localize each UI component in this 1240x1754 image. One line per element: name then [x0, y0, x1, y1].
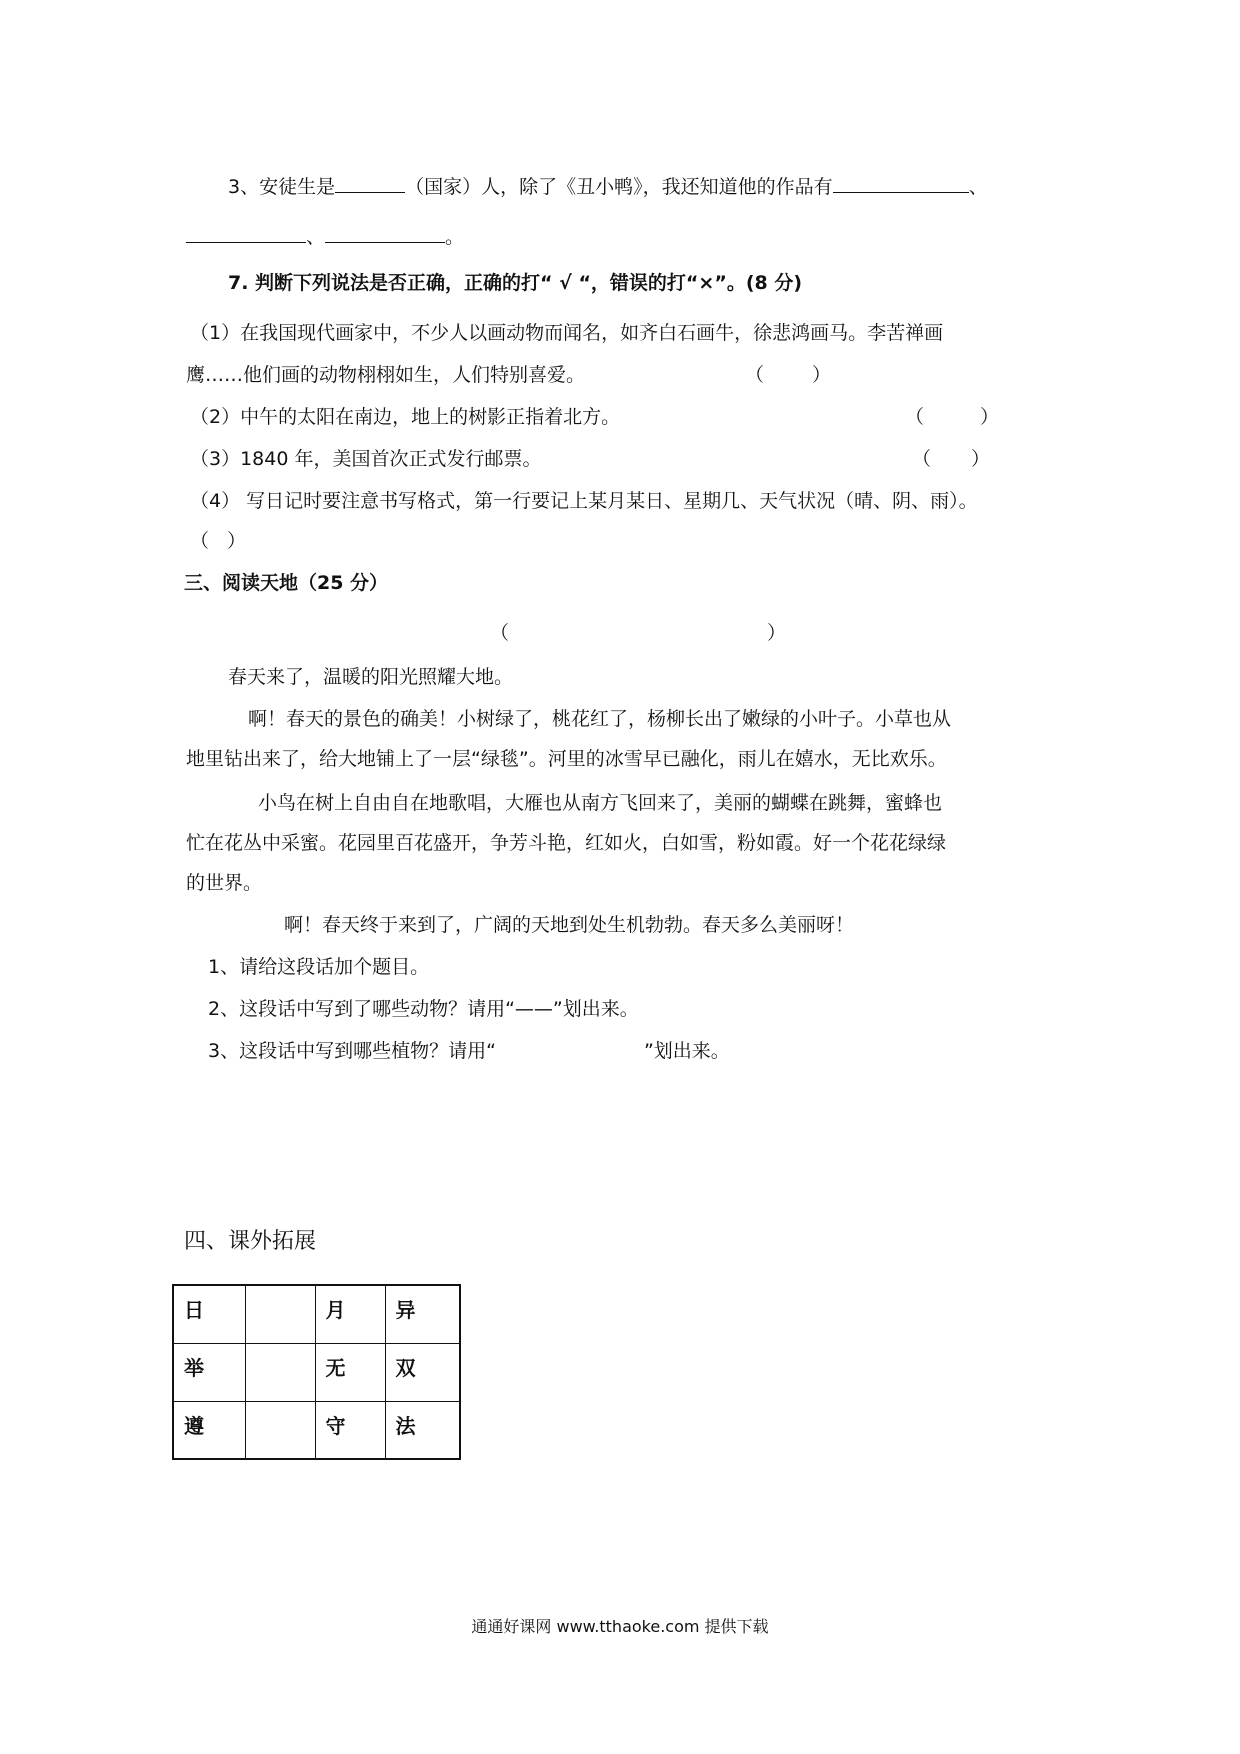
reading-paragraph: 啊！春天终于来到了，广阔的天地到处生机勃勃。春天多么美丽呀！ [284, 914, 855, 936]
q7-answer-paren-4[interactable]: （ ） [190, 530, 247, 552]
grid-cell: 举 [173, 1343, 245, 1401]
q7-answer-paren-1[interactable]: （ ） [745, 364, 832, 386]
reading-paragraph: 的世界。 [186, 872, 263, 894]
grid-cell: 月 [315, 1285, 385, 1343]
answer-blank[interactable] [325, 222, 445, 243]
q3-text: 3、安徒生是 [228, 176, 336, 198]
q7-item-2: （2）中午的太阳在南边，地上的树影正指着北方。 [190, 406, 621, 428]
q7-answer-paren-3[interactable]: （ ） [912, 448, 991, 470]
reading-paragraph: 忙在花丛中采蜜。花园里百花盛开，争芳斗艳，红如火，白如雪，粉如霞。好一个花花绿绿 [186, 832, 947, 854]
reading-paragraph: 小鸟在树上自由自在地歌唱，大雁也从南方飞回来了，美丽的蝴蝶在跳舞，蜜蜂也 [258, 792, 943, 814]
reading-paragraph: 春天来了，温暖的阳光照耀大地。 [228, 666, 514, 688]
idiom-grid [172, 1284, 461, 1460]
table-row [173, 1401, 460, 1459]
grid-cell: 守 [315, 1401, 385, 1459]
grid-cell: 日 [173, 1285, 245, 1343]
reading-paragraph: 啊！春天的景色的确美！小树绿了，桃花红了，杨柳长出了嫩绿的小叶子。小草也从 [248, 708, 952, 730]
q3-line1 [228, 172, 988, 200]
grid-cell: 异 [385, 1285, 460, 1343]
table-row [173, 1343, 460, 1401]
q7-item-1a: （1）在我国现代画家中，不少人以画动物而闻名，如齐白石画牛，徐悲鸿画马。李苦禅画 [190, 322, 944, 344]
section3-heading: 三、阅读天地（25 分） [184, 572, 389, 594]
reading-question-2: 2、这段话中写到了哪些动物？请用“——”划出来。 [208, 998, 639, 1020]
grid-cell-blank[interactable] [245, 1401, 315, 1459]
q3-line2 [186, 222, 464, 250]
q3-text: （国家）人，除了《丑小鸭》，我还知道他的作品有 [405, 176, 833, 198]
q7-heading: 7. 判断下列说法是否正确，正确的打“ √ “，错误的打“×”。(8 分) [228, 272, 803, 294]
answer-blank[interactable] [186, 222, 306, 243]
answer-blank[interactable] [833, 172, 969, 193]
q3-text: 、 [968, 176, 988, 198]
grid-cell-blank[interactable] [245, 1285, 315, 1343]
grid-cell: 无 [315, 1343, 385, 1401]
answer-blank[interactable] [335, 172, 405, 193]
grid-cell: 双 [385, 1343, 460, 1401]
q3-text: 。 [445, 226, 465, 248]
q7-answer-paren-2[interactable]: （ ） [905, 406, 1000, 428]
page-footer: 通通好课网 www.tthaoke.com 提供下载 [471, 1617, 769, 1636]
reading-paragraph: 地里钻出来了，给大地铺上了一层“绿毯”。河里的冰雪早已融化，雨儿在嬉水，无比欢乐。 [186, 748, 947, 770]
q7-item-1b: 鹰……他们画的动物栩栩如生，人们特别喜爱。 [186, 364, 586, 386]
table-row [173, 1285, 460, 1343]
q3-text: 、 [306, 226, 326, 248]
title-answer-paren[interactable]: （ ） [490, 622, 787, 644]
q7-item-3: （3）1840 年，美国首次正式发行邮票。 [190, 448, 542, 470]
reading-question-1: 1、请给这段话加个题目。 [208, 956, 430, 978]
grid-cell: 遵 [173, 1401, 245, 1459]
grid-cell-blank[interactable] [245, 1343, 315, 1401]
section4-heading: 四、课外拓展 [184, 1229, 317, 1254]
reading-question-3: 3、这段话中写到哪些植物？请用“ ”划出来。 [208, 1040, 730, 1062]
grid-cell: 法 [385, 1401, 460, 1459]
q7-item-4: （4） 写日记时要注意书写格式，第一行要记上某月某日、星期几、天气状况（晴、阴、雨）。 [190, 490, 978, 512]
